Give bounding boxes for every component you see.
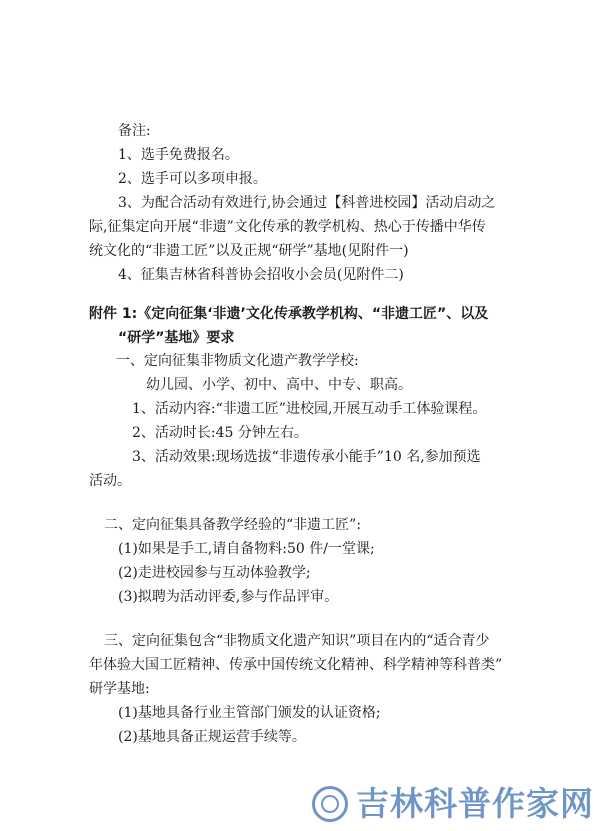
notes-heading: 备注:: [118, 123, 151, 139]
note-item-3-cont-1: 际,征集定向开展“非遗”文化传承的教学机构、热心于传播中华传: [89, 219, 486, 235]
section2-item-1: (1)如果是手工,请自备物料:50 件/一堂课;: [118, 541, 375, 557]
section1-item-3: 3、活动效果:现场选拔“非遗传承小能手”10 名,参加预选: [132, 449, 481, 465]
section1-schools: 幼儿园、小学、初中、高中、中专、职高。: [146, 377, 412, 393]
section1-heading: 一、定向征集非物质文化遗产教学学校:: [116, 353, 359, 369]
section3-line-1: 三、定向征集包含“非物质文化遗产知识”项目在内的“适合青少: [104, 633, 490, 649]
note-item-4: 4、征集吉林省科普协会招收小会员(见附件二): [118, 267, 404, 283]
watermark-text: 吉林科普作家网: [356, 784, 594, 823]
section3-line-2: 年体验大国工匠精神、传承中国传统文化精神、科学精神等科普类”: [89, 657, 503, 673]
attachment-title-line-1: 附件 1:《定向征集‘非遗’文化传承教学机构、“非遗工匠”、以及: [89, 306, 489, 322]
section1-item-1: 1、活动内容:“非遗工匠”进校园,开展互动手工体验课程。: [132, 401, 487, 417]
section3-item-1: (1)基地具备行业主管部门颁发的认证资格;: [118, 705, 381, 721]
note-item-3-cont-2: 统文化的“非遗工匠”以及正规“研学”基地(见附件一): [89, 243, 409, 259]
watermark: [312, 782, 594, 826]
note-item-3: 3、为配合活动有效进行,协会通过【科普进校园】活动启动之: [118, 195, 496, 211]
section3-line-3: 研学基地:: [89, 681, 150, 697]
note-item-2: 2、选手可以多项申报。: [118, 171, 267, 187]
note-item-1: 1、选手免费报名。: [118, 147, 239, 163]
section1-item-2: 2、活动时长:45 分钟左右。: [132, 425, 308, 441]
attachment-title-line-2: “研学”基地》要求: [118, 330, 235, 346]
section1-item-3-cont: 活动。: [89, 473, 131, 489]
section2-heading: 二、定向征集具备教学经验的“非遗工匠”:: [104, 517, 362, 533]
section2-item-3: (3)拟聘为活动评委,参与作品评审。: [118, 589, 339, 605]
section2-item-2: (2)走进校园参与互动体验教学;: [118, 565, 311, 581]
section3-item-2: (2)基地具备正规运营手续等。: [118, 729, 306, 745]
watermark-logo-icon: [312, 786, 348, 822]
